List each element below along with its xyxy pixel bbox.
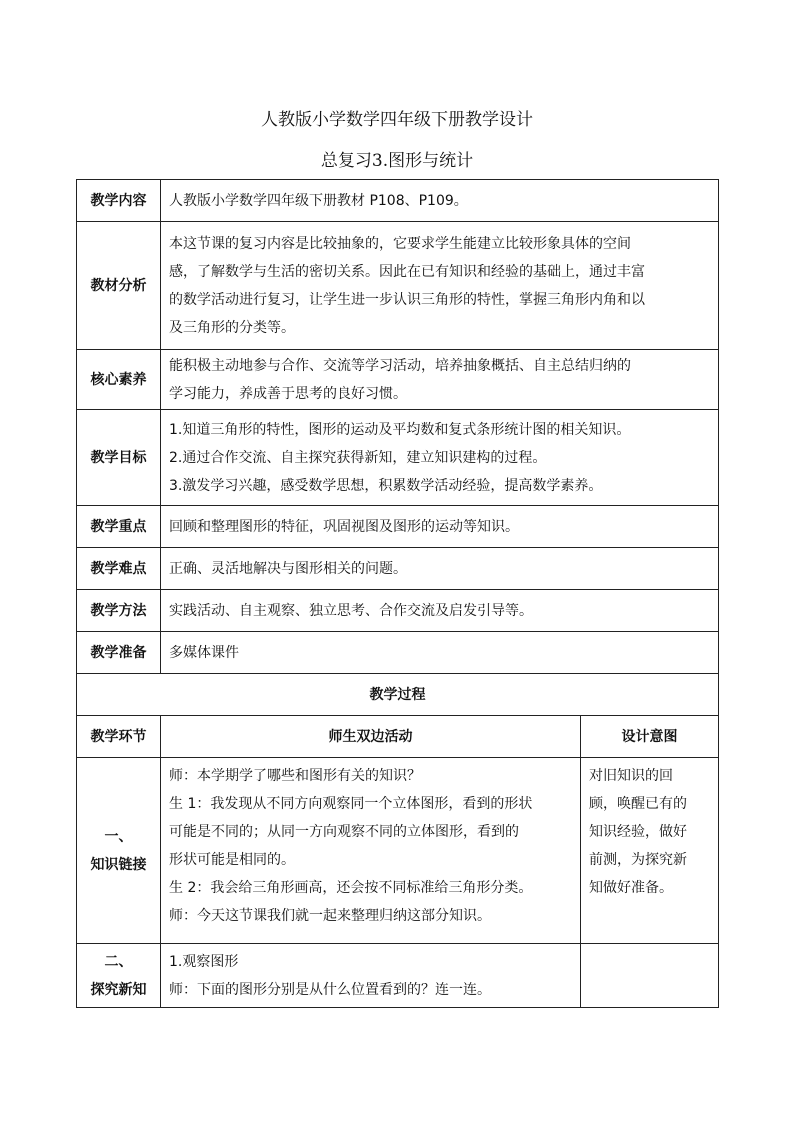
row-objectives xyxy=(77,410,719,506)
text-line: 学习能力，养成善于思考的良好习惯。 xyxy=(169,385,407,402)
stage-number: 一、 xyxy=(104,828,133,845)
lesson-plan-table xyxy=(76,179,719,1008)
text-line: 多媒体课件 xyxy=(169,644,239,661)
text-line: 2.通过合作交流、自主探究获得新知，建立知识建构的过程。 xyxy=(169,449,547,466)
row-value xyxy=(161,548,719,590)
stage-label xyxy=(77,758,161,944)
row-label: 教学方法 xyxy=(77,590,161,632)
text-line: 1.观察图形 xyxy=(169,954,239,970)
stage-intent xyxy=(581,944,719,1008)
row-value xyxy=(161,180,719,222)
text-line: 感，了解数学与生活的密切关系。因此在已有知识和经验的基础上，通过丰富 xyxy=(169,263,645,280)
process-header-row xyxy=(77,716,719,758)
text-line: 1.知道三角形的特性，图形的运动及平均数和复式条形统计图的相关知识。 xyxy=(169,421,631,438)
row-value xyxy=(161,506,719,548)
text-line: 师：下面的图形分别是从什么位置看到的？连一连。 xyxy=(169,982,491,998)
stage-activity xyxy=(161,944,581,1008)
text-line: 生 1：我发现从不同方向观察同一个立体图形，看到的形状 xyxy=(169,796,533,812)
text-line: 及三角形的分类等。 xyxy=(169,319,295,336)
text-line: 知做好准备。 xyxy=(589,880,673,896)
text-line: 本这节课的复习内容是比较抽象的，它要求学生能建立比较形象具体的空间 xyxy=(169,235,631,252)
row-methods xyxy=(77,590,719,632)
text-line: 的数学活动进行复习，让学生进一步认识三角形的特性，掌握三角形内角和以 xyxy=(169,291,645,308)
row-label: 教学准备 xyxy=(77,632,161,674)
document-title: 人教版小学数学四年级下册教学设计 xyxy=(261,110,533,130)
stage-name: 探究新知 xyxy=(90,981,147,998)
text-line: 形状可能是相同的。 xyxy=(169,852,295,868)
text-line: 顾，唤醒已有的 xyxy=(589,796,687,812)
row-value xyxy=(161,590,719,632)
text-line: 能积极主动地参与合作、交流等学习活动，培养抽象概括、自主总结归纳的 xyxy=(169,357,631,374)
row-material-analysis xyxy=(77,222,719,350)
row-label: 教学内容 xyxy=(77,180,161,222)
row-value xyxy=(161,410,719,506)
stage-intent xyxy=(581,758,719,944)
col-header-intent: 设计意图 xyxy=(581,716,719,758)
lesson-subtitle: 总复习3.图形与统计 xyxy=(320,151,474,171)
text-line: 师：今天这节课我们就一起来整理归纳这部分知识。 xyxy=(169,908,491,924)
process-title: 教学过程 xyxy=(77,674,719,716)
col-header-stage: 教学环节 xyxy=(77,716,161,758)
text-line: 实践活动、自主观察、独立思考、合作交流及启发引导等。 xyxy=(169,602,533,619)
stage-activity xyxy=(161,758,581,944)
row-label: 教材分析 xyxy=(77,222,161,350)
text-line: 正确、灵活地解决与图形相关的问题。 xyxy=(169,560,407,577)
row-label: 教学难点 xyxy=(77,548,161,590)
row-label: 教学重点 xyxy=(77,506,161,548)
text-line: 对旧知识的回 xyxy=(589,768,673,784)
stage-name: 知识链接 xyxy=(90,856,147,873)
text-line: 生 2：我会给三角形画高，还会按不同标准给三角形分类。 xyxy=(169,880,533,896)
stage-row xyxy=(77,758,719,944)
row-preparation xyxy=(77,632,719,674)
stage-number: 二、 xyxy=(104,953,133,970)
row-key-points xyxy=(77,506,719,548)
row-value xyxy=(161,632,719,674)
text-line: 可能是不同的；从同一方向观察不同的立体图形，看到的 xyxy=(169,824,519,840)
process-title-row xyxy=(77,674,719,716)
row-core-literacy xyxy=(77,350,719,410)
text-line: 师：本学期学了哪些和图形有关的知识？ xyxy=(169,768,421,784)
row-label: 核心素养 xyxy=(77,350,161,410)
col-header-activity: 师生双边活动 xyxy=(161,716,581,758)
text-line: 3.激发学习兴趣，感受数学思想，积累数学活动经验，提高数学素养。 xyxy=(169,477,603,494)
row-value xyxy=(161,350,719,410)
text-line: 知识经验，做好 xyxy=(589,824,687,840)
text-line: 人教版小学数学四年级下册教材 P108、P109。 xyxy=(169,192,468,209)
stage-row xyxy=(77,944,719,1008)
text-line: 回顾和整理图形的特征，巩固视图及图形的运动等知识。 xyxy=(169,518,519,535)
stage-label xyxy=(77,944,161,1008)
row-value xyxy=(161,222,719,350)
row-label: 教学目标 xyxy=(77,410,161,506)
row-content xyxy=(77,180,719,222)
row-difficulties xyxy=(77,548,719,590)
text-line: 前测，为探究新 xyxy=(589,852,687,868)
